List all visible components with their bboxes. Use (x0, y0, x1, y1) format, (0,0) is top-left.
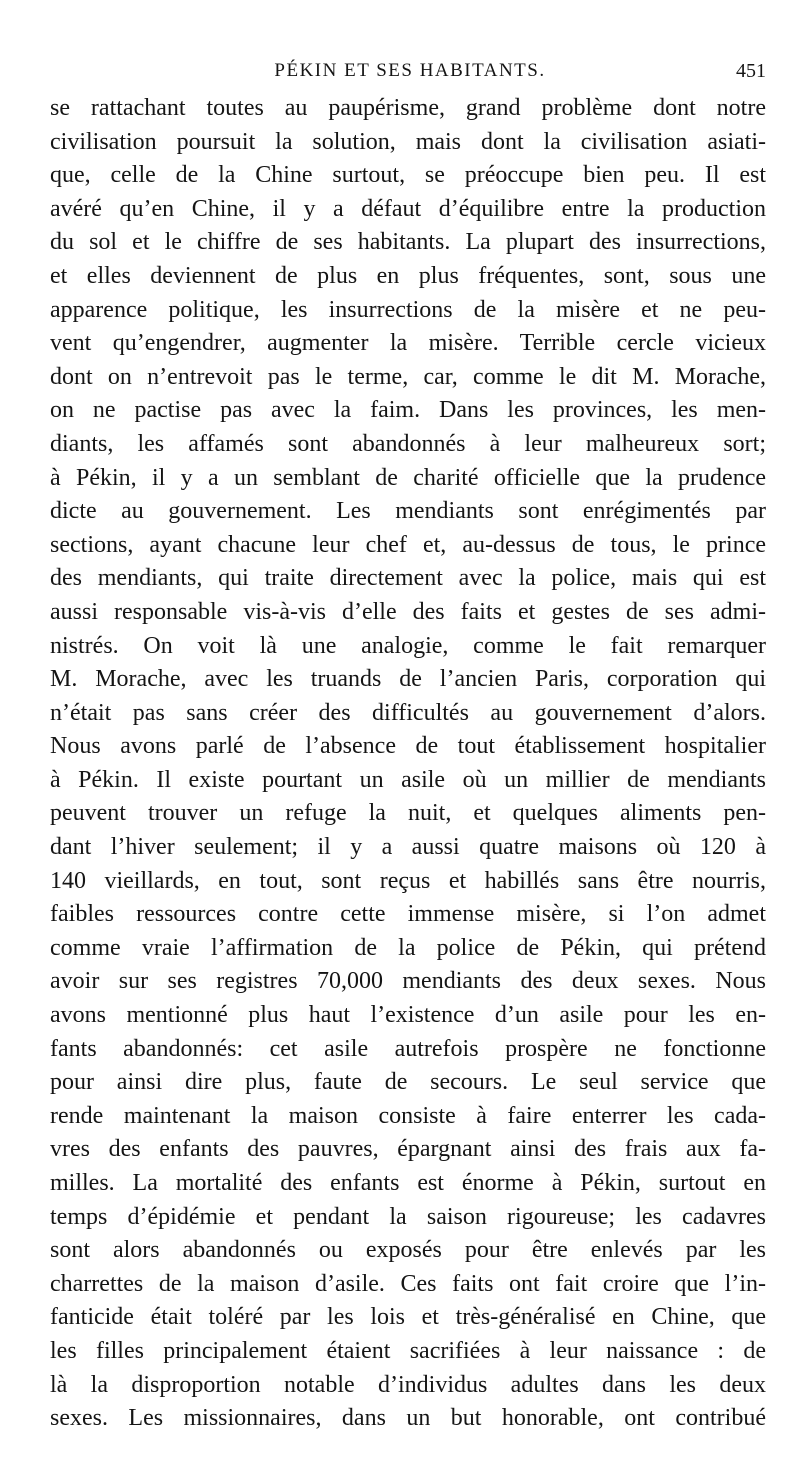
text-line: Nous avons parlé de l’absence de tout établissement hospitalier (50, 733, 766, 760)
text-line: aussi responsable vis-à-vis d’elle des faits et gestes de ses admi- (50, 598, 766, 625)
text-line: milles. La mortalité des enfants est énorme à Pékin, surtout en (50, 1170, 766, 1196)
text-line: comme vraie l’affirmation de la police de Pékin, qui prétend (50, 934, 766, 961)
text-line: fanticide était toléré par les lois et très-généralisé en Chine, que (50, 1304, 766, 1331)
text-line: dant l’hiver seulement; il y a aussi quatre maisons où 120 à (50, 834, 766, 861)
text-line: rende maintenant la maison consiste à faire enterrer les cada- (50, 1102, 766, 1129)
text-line: M. Morache, avec les truands de l’ancien Paris, corporation qui (50, 666, 766, 693)
text-line: diants, les affamés sont abandonnés à leur malheureux sort; (50, 430, 766, 457)
running-title: PÉKIN ET SES HABITANTS. (274, 60, 546, 81)
text-line: et elles deviennent de plus en plus fréquentes, sont, sous une (50, 262, 766, 289)
text-line: sont alors abandonnés ou exposés pour être enlevés par les (50, 1237, 766, 1264)
text-line: des mendiants, qui traite directement avec la police, mais qui est (50, 565, 766, 592)
text-line: avons mentionné plus haut l’existence d’un asile pour les en- (50, 1002, 766, 1029)
text-line: nistrés. On voit là une analogie, comme le fait remarquer (50, 632, 766, 659)
running-head (50, 56, 770, 86)
text-line: les filles principalement étaient sacrifiées à leur naissance : de (50, 1337, 766, 1364)
text-line: avoir sur ses registres 70,000 mendiants des deux sexes. Nous (50, 968, 766, 995)
text-line: avéré qu’en Chine, il y a défaut d’équilibre entre la production (50, 195, 766, 222)
text-line: dicte au gouvernement. Les mendiants sont enrégimentés par (50, 498, 766, 525)
text-line: du sol et le chiffre de ses habitants. La plupart des insurrections, (50, 229, 766, 256)
text-line: temps d’épidémie et pendant la saison rigoureuse; les cadavres (50, 1203, 766, 1230)
text-line: civilisation poursuit la solution, mais dont la civilisation asiati- (50, 128, 766, 155)
text-line: dont on n’entrevoit pas le terme, car, comme le dit M. Morache, (50, 363, 766, 390)
text-line: à Pékin. Il existe pourtant un asile où un millier de mendiants (50, 766, 766, 793)
text-line: apparence politique, les insurrections de la misère et ne peu- (50, 296, 766, 323)
text-line: peuvent trouver un refuge la nuit, et quelques aliments pen- (50, 800, 766, 827)
text-line: se rattachant toutes au paupérisme, grand problème dont notre (50, 95, 766, 121)
text-line: vent qu’engendrer, augmenter la misère. Terrible cercle vicieux (50, 330, 766, 357)
text-line: là la disproportion notable d’individus adultes dans les deux (50, 1371, 766, 1398)
text-line: 140 vieillards, en tout, sont reçus et habillés sans être nourris, (50, 867, 766, 894)
text-line: n’était pas sans créer des difficultés au gouvernement d’alors. (50, 699, 766, 726)
body-text (50, 92, 766, 1436)
text-line: que, celle de la Chine surtout, se préoccupe bien peu. Il est (50, 162, 766, 189)
text-line: sections, ayant chacune leur chef et, au-dessus de tous, le prince (50, 531, 766, 558)
text-line: pour ainsi dire plus, faute de secours. Le seul service que (50, 1069, 766, 1096)
text-line: charrettes de la maison d’asile. Ces faits ont fait croire que l’in- (50, 1270, 766, 1297)
page-number: 451 (736, 60, 766, 82)
text-line: vres des enfants des pauvres, épargnant ainsi des frais aux fa- (50, 1136, 766, 1163)
text-line: sexes. Les missionnaires, dans un but honorable, ont contribué (50, 1405, 766, 1432)
text-line: fants abandonnés: cet asile autrefois prospère ne fonctionne (50, 1035, 766, 1062)
text-line: à Pékin, il y a un semblant de charité officielle que la prudence (50, 464, 766, 491)
text-line: faibles ressources contre cette immense misère, si l’on admet (50, 901, 766, 928)
text-line: on ne pactise pas avec la faim. Dans les provinces, les men- (50, 397, 766, 424)
